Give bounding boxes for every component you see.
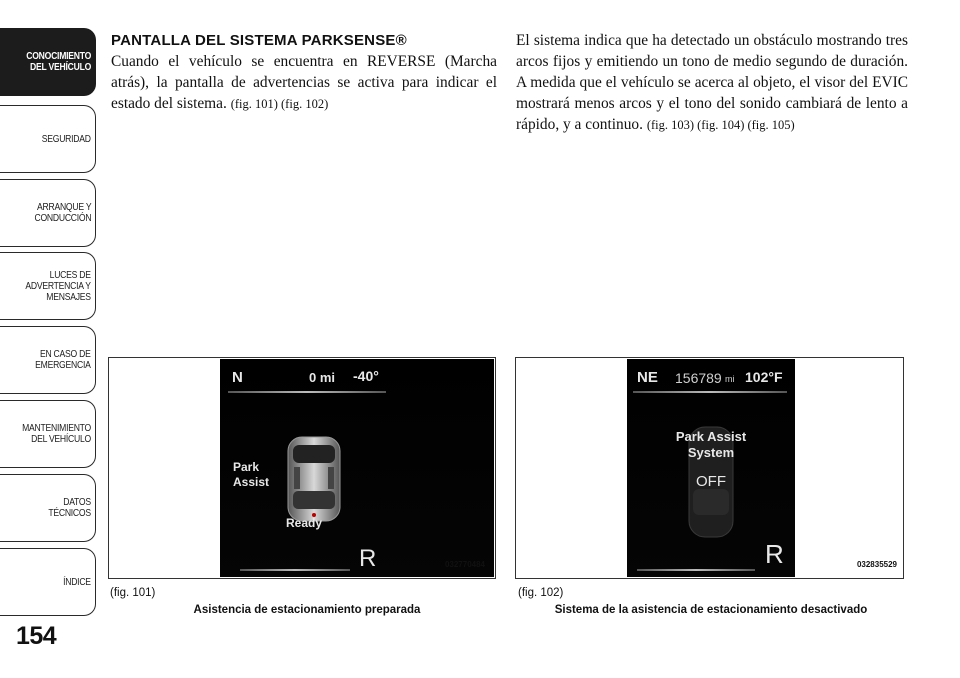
vehicle-top-view-icon bbox=[274, 429, 354, 524]
temperature-readout: -40° bbox=[353, 368, 379, 384]
assist-label: Assist bbox=[233, 475, 270, 489]
figure-101-number: (fig. 101) bbox=[110, 587, 156, 599]
right-body-text: El sistema indica que ha detectado un obstáculo mostrando tres arcos fijos y emitiendo un tono de medio segundo de duración. A medida que el vehículo se acerca al objeto, el visor del EVIC mostrará menos arcos y el tono del sonido cambiará de lento a rápido, y a continuo. bbox=[516, 32, 908, 133]
tab-label: SEGURIDAD bbox=[42, 132, 91, 145]
temperature-readout: 102°F bbox=[745, 369, 783, 385]
figure-102 bbox=[515, 357, 904, 579]
gear-indicator: R bbox=[359, 545, 377, 572]
tab-label: EN CASO DE EMERGENCIA bbox=[35, 348, 91, 371]
system-title: System bbox=[687, 445, 735, 460]
page-number: 154 bbox=[16, 622, 57, 650]
left-column bbox=[111, 30, 497, 115]
figure-101 bbox=[108, 357, 496, 579]
top-divider bbox=[228, 391, 386, 393]
ready-status: Ready bbox=[286, 516, 323, 530]
tab-conocimiento-del-vehiculo[interactable] bbox=[0, 28, 96, 96]
right-fig-refs[interactable]: (fig. 103) (fig. 104) (fig. 105) bbox=[646, 118, 795, 132]
tab-label: ÍNDICE bbox=[63, 575, 91, 588]
figure-code: 032835529 bbox=[856, 560, 897, 569]
tab-mantenimiento-del-vehiculo[interactable] bbox=[0, 400, 96, 468]
tab-seguridad[interactable] bbox=[0, 105, 96, 173]
section-heading: PANTALLA DEL SISTEMA PARKSENSE® bbox=[111, 32, 407, 49]
evic-screen-ready bbox=[220, 359, 494, 577]
figure-102-number: (fig. 102) bbox=[518, 587, 564, 599]
odometer-readout: 156789 bbox=[675, 370, 722, 386]
right-column bbox=[516, 30, 908, 136]
odometer-readout: 0 mi bbox=[309, 370, 336, 385]
tab-label: MANTENIMIENTO DEL VEHÍCULO bbox=[22, 422, 91, 445]
left-paragraph bbox=[111, 51, 497, 115]
tab-label: LUCES DE ADVERTENCIA Y MENSAJES bbox=[25, 268, 91, 303]
tab-datos-tecnicos[interactable] bbox=[0, 474, 96, 542]
bottom-divider bbox=[240, 569, 350, 571]
left-body-text: Cuando el vehículo se encuentra en REVERSE (Marcha atrás), la pantalla de advertencias se activa para indicar el estado del sistema. bbox=[111, 53, 497, 112]
tab-label: ARRANQUE Y CONDUCCIÓN bbox=[34, 201, 91, 224]
odometer-unit: mi bbox=[725, 374, 735, 384]
left-fig-refs[interactable]: (fig. 101) (fig. 102) bbox=[230, 97, 329, 111]
park-assist-title: Park Assist bbox=[675, 429, 747, 444]
tab-en-caso-de-emergencia[interactable] bbox=[0, 326, 96, 394]
evic-screen-off bbox=[627, 359, 795, 577]
tab-arranque-y-conduccion[interactable] bbox=[0, 179, 96, 247]
park-label: Park bbox=[233, 460, 260, 474]
figure-101-caption: Asistencia de estacionamiento preparada bbox=[193, 604, 421, 616]
tab-label: CONOCIMIENTO DEL VEHÍCULO bbox=[26, 50, 91, 73]
bottom-divider bbox=[637, 569, 755, 571]
tab-label: DATOS TÉCNICOS bbox=[48, 496, 91, 519]
gear-indicator: R bbox=[765, 539, 784, 569]
tab-luces-de-advertencia[interactable] bbox=[0, 252, 96, 320]
compass-heading: N bbox=[232, 369, 243, 386]
figure-code: 032770484 bbox=[444, 560, 485, 569]
top-divider bbox=[633, 391, 787, 393]
figure-102-caption: Sistema de la asistencia de estacionamiento desactivado bbox=[554, 604, 868, 616]
compass-heading: NE bbox=[637, 369, 658, 386]
right-paragraph bbox=[516, 30, 908, 136]
tab-indice[interactable] bbox=[0, 548, 96, 616]
off-status: OFF bbox=[696, 473, 726, 490]
